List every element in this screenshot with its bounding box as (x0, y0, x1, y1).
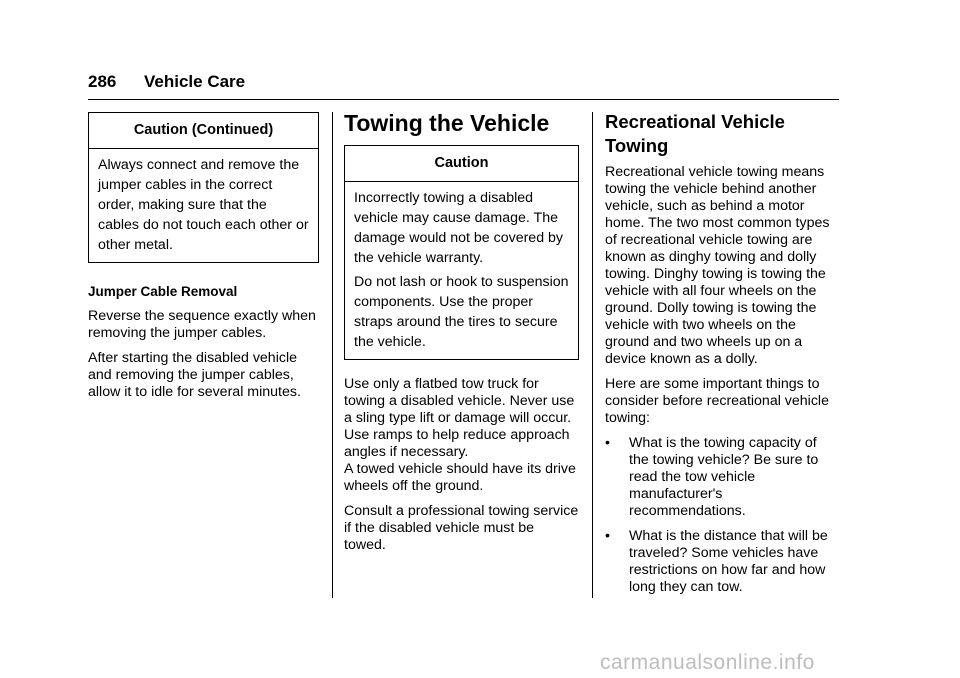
paragraph: After starting the disabled vehicle and removing the jumper cables, allow it to idle for several minutes. (88, 350, 301, 400)
watermark: carmanualsonline.info (600, 651, 815, 674)
heading-line: Recreational Vehicle (605, 111, 785, 132)
paragraph: Use only a flatbed tow truck for towing a disabled vehicle. Never use a sling type lift or damage will occur. Use ramps to help reduce approach angles if necessary. (344, 376, 575, 460)
paragraph: Consult a professional towing service if the disabled vehicle must be towed. (344, 503, 579, 553)
header-rule (88, 99, 839, 100)
page-number: 286 (88, 72, 117, 91)
caution-text: Always connect and remove the jumper cables in the correct order, making sure that the cables do not touch each other or other metal. (98, 157, 309, 253)
caution-title: Caution (345, 146, 578, 182)
caution-body (345, 182, 578, 359)
column-1 (88, 112, 319, 409)
column-divider-2 (592, 112, 593, 598)
list-item-text: What is the towing capacity of the towing vehicle? Be sure to read the tow vehicle manufacturer's recommendations. (629, 435, 819, 519)
caution-body (89, 149, 318, 262)
subheading-jumper-cable-removal: Jumper Cable Removal (88, 284, 238, 299)
heading-towing-the-vehicle: Towing the Vehicle (344, 110, 550, 136)
heading-recreational-vehicle-towing (605, 110, 838, 158)
caution-paragraph: Do not lash or hook to suspension components. Use the proper straps around the tires to secure the vehicle. (354, 274, 569, 350)
caution-box-continued (88, 112, 319, 263)
column-3 (605, 110, 838, 604)
paragraph: Recreational vehicle towing means towing the vehicle behind another vehicle, such as behind a motor home. The two most common types of recreational vehicle towing are known as dinghy towing and dolly towing. Dinghy towing is towing the vehicle with all four wheels on the ground. Dolly towing is towing the vehicle with two wheels on the ground and two wheels up on a device known as a dolly. (605, 164, 830, 367)
bullet-symbol: • (605, 435, 610, 451)
bullet-symbol: • (605, 528, 610, 544)
bullet-list (605, 435, 838, 596)
list-item (605, 435, 838, 520)
column-divider-1 (332, 112, 333, 598)
paragraph: Reverse the sequence exactly when removing the jumper cables. (88, 308, 316, 341)
list-item (605, 528, 838, 596)
caution-box (344, 145, 579, 360)
list-item-text: What is the distance that will be traveled? Some vehicles have restrictions on how far and how long they can tow. (629, 528, 828, 595)
section-title: Vehicle Care (144, 72, 246, 91)
column-2 (344, 110, 579, 562)
paragraph: Here are some important things to consider before recreational vehicle towing: (605, 376, 829, 426)
page-header (88, 72, 245, 92)
heading-line: Towing (605, 135, 669, 156)
caution-title: Caution (Continued) (89, 113, 318, 149)
caution-paragraph: Incorrectly towing a disabled vehicle may cause damage. The damage would not be covered by the vehicle warranty. (354, 190, 564, 266)
paragraph: A towed vehicle should have its drive wheels off the ground. (344, 461, 576, 494)
